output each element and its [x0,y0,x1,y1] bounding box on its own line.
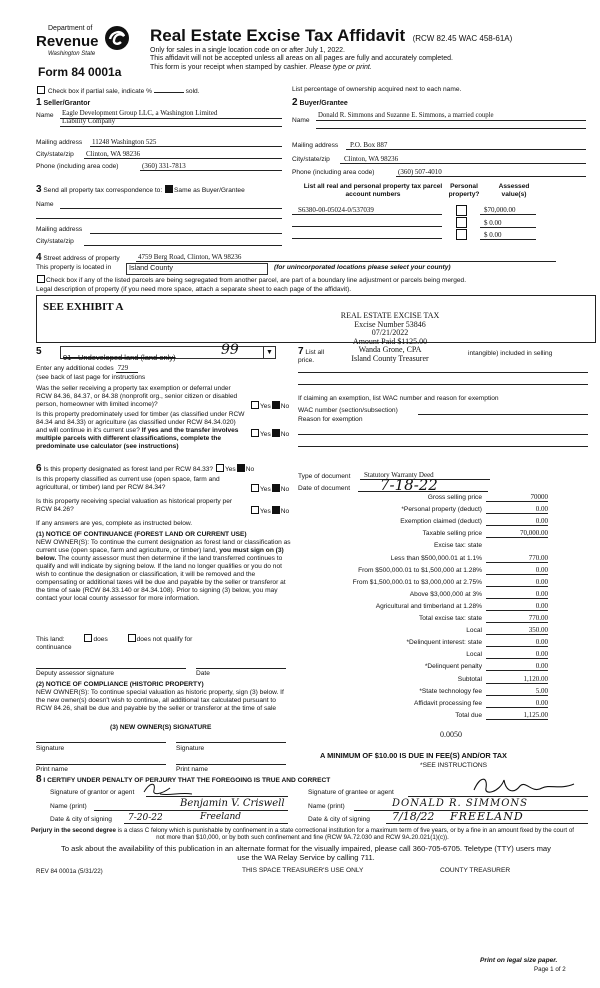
exemption-no-checkbox[interactable] [272,401,280,409]
tax-row-value: 0.00 [486,590,548,599]
corr-mailing-label: Mailing address [36,226,83,233]
tax-row-value: 70000 [486,493,548,502]
tax-row-value: 770.00 [486,614,548,623]
see-back-note: (see back of last page for instructions [36,374,146,381]
accessibility-note: To ask about the availability of this publication in an alternate format for the visually impaired, please call 360-705-6705. Teletype (TTY) users may use the WA Relay Service by calling 711. [61,844,551,862]
tax-row-label: *Personal property (deduct) [401,506,482,513]
certify-heading: 8 I CERTIFY UNDER PENALTY OF PERJURY THAT THE FOREGOING IS TRUE AND CORRECT [36,774,331,785]
grantor-city: Freeland [200,812,242,822]
personal-checkbox-2[interactable] [456,217,467,228]
same-as-buyer-checkbox[interactable] [165,185,173,193]
grantor-name-label: Name (print) [50,803,87,810]
partial-sale-row: Check box if partial sale, indicate % sold. [36,86,296,96]
corr-city-label: City/state/zip [36,238,74,245]
grantor-date: 7-20-22 [128,813,163,823]
land-use-value: 91 - Undeveloped land (land only) [63,353,176,362]
legal-label: Legal description of property (if you need more space, attach a separate sheet to each page of the affidavit). [36,286,352,293]
grantee-date-label: Date & city of signing [308,816,370,823]
land-use-select[interactable] [60,342,276,362]
personal-checkbox-1[interactable] [456,205,467,216]
grantee-date: 7/18/22 [392,810,435,823]
grantor-signature [140,780,200,800]
section7-label-tail: intangible) included in selling [468,350,553,357]
does-checkbox[interactable] [84,634,92,642]
dor-swirl-icon [104,25,130,51]
grantor-date-label: Date & city of signing [50,816,112,823]
legal-description: SEE EXHIBIT A [43,301,124,313]
buyer-heading: 2 Buyer/Grantee [292,97,348,108]
exemption-wac-label: If claiming an exemption, list WAC number and reason for exemption [298,395,499,402]
buyer-city-label: City/state/zip [292,156,330,163]
historic-yes-checkbox[interactable] [251,506,259,514]
doc-date-label: Date of document [298,485,351,492]
note-1: Only for sales in a single location code on or after July 1, 2022. [150,47,345,54]
tax-row-value: 0.00 [486,566,548,575]
county-select[interactable]: Island County [126,263,268,275]
doc-date: 7-18-22 [380,476,438,494]
timber-question: Is this property predominately used for timber (as classified under RCW 84.34 and 84.33) or agriculture (as classified under RCW 84.34.020) and will continue in it's current use? If yes and the transfer involves multiple parcels with different classifications, complete the predominate use calculator (see instructions) [36,411,245,450]
wa-state-text: Washington State [48,51,96,57]
tax-row-label: *Delinquent penalty [424,663,482,670]
seller-name-label: Name [36,112,54,119]
assessed-value-2: $ 0.00 [484,219,502,227]
does-not-checkbox[interactable] [128,634,136,642]
tax-row-value: 770.00 [486,554,548,563]
tax-row-value: 0.00 [486,650,548,659]
tax-row-label: *Delinquent interest: state [406,639,482,646]
county-note: (for unincorporated locations please select your county) [274,264,451,271]
form-title [150,26,512,46]
buyer-name: Donald R. Simmons and Suzanne E. Simmons, a married couple [318,112,494,119]
section5-num: 5 [36,346,42,357]
assessed-value-3: $ 0.00 [484,231,502,239]
tax-row-value: 0.00 [486,699,548,708]
tax-row-label: Less than $500,000.01 at 1.1% [390,555,482,562]
tax-row-value: 70,000.00 [486,529,548,538]
timber-yes-checkbox[interactable] [251,429,259,437]
county-label: This property is located in [36,264,112,271]
print-legal-note: Print on legal size paper. [480,957,558,964]
tax-row-label: Local [466,651,482,658]
tax-row-label: From $500,000.01 to $1,500,000 at 1.28% [358,567,482,574]
revision: REV 84 0001a (5/31/22) [36,868,103,875]
grantee-city: FREELAND [450,810,524,823]
ownership-note: List percentage of ownership acquired next to each name. [292,86,462,93]
grantee-name-label: Name (print) [308,803,345,810]
segregation-checkbox[interactable] [37,275,45,283]
wac-number-label: WAC number (section/subsection) [298,407,398,414]
parcel-number-1: S6380-00-05024-0/537039 [298,206,374,214]
perjury-note: Perjury in the second degree is a class C felony which is punishable by confinement in a state correctional institution for a maximum term of five years, or by a fine in an amount fixed by the court of not more than $10,000, or by both such confinement and fine (RCW 9A.72.030 and RCW 9A.20.021(1)(c)). [30,827,575,842]
historic-no-checkbox[interactable] [272,506,280,514]
seller-heading: 1 Seller/Grantor [36,97,91,108]
tax-row-label: Affidavit processing fee [413,700,482,707]
deputy-signature-label: Deputy assessor signature [36,670,115,677]
tax-row-value: 0.00 [486,638,548,647]
tax-row-label: *State technology fee [419,688,482,695]
tax-row-value: 350.00 [486,626,548,635]
buyer-mailing-label: Mailing address [292,142,339,149]
buyer-phone: (360) 507-4010 [398,168,442,176]
statute-text: (RCW 82.45 WAC 458-61A) [412,34,513,43]
buyer-city: Clinton, WA 98236 [344,155,399,163]
forest-question: 6 Is this property designated as forest land per RCW 84.33? Yes No [36,463,255,474]
tax-row-value: 0.00 [486,517,548,526]
exemption-question: Was the seller receiving a property tax exemption or deferral under RCW 84.36, 84.37, or 84.38 (nonprofit org., senior citizen or disabled person, homeowner with limited income)? [36,385,238,408]
title-text: Real Estate Excise Tax Affidavit [150,26,406,45]
see-instructions-note: *SEE INSTRUCTIONS [420,762,488,769]
seller-mailing: 11248 Washington 525 [92,138,157,146]
county-treasurer: COUNTY TREASURER [440,867,511,874]
current-use-yes-checkbox[interactable] [251,484,259,492]
continuance-heading: (1) NOTICE OF CONTINUANCE (FOREST LAND OR CURRENT USE) [36,531,247,538]
minimum-due-note: A MINIMUM OF $10.00 IS DUE IN FEE(S) AND/OR TAX [320,751,507,760]
treasurer-stamp: REAL ESTATE EXCISE TAX Excise Number 53846 07/21/2022 Amount Paid $1125.00 Wanda Grone, CPA Island County Treasurer [340,311,440,363]
additional-codes-row: Enter any additional codes 729 [36,364,138,373]
new-owner-print-2: Print name [176,766,208,773]
buyer-name-label: Name [292,117,310,124]
doc-type: Statutory Warranty Deed [364,471,434,479]
tax-row-label: Subtotal [457,676,482,683]
new-owner-sig-2: Signature [176,745,205,752]
chevron-down-icon[interactable]: ▼ [263,347,275,358]
historic-heading: (2) NOTICE OF COMPLIANCE (HISTORIC PROPERTY) [36,681,204,688]
segregation-row: Check box if any of the listed parcels are being segregated from another parcel, are part of a boundary line adjustment or parcels being merged. [36,275,596,285]
new-owner-print-1: Print name [36,766,68,773]
tax-row-label: From $1,500,000.01 to $3,000,000 at 2.75% [352,579,482,586]
treasurer-use: THIS SPACE TREASURER'S USE ONLY [242,867,364,874]
section7-label: 7 List all price. [298,346,325,364]
form-number: Form 84 0001a [38,65,122,79]
deputy-date-label: Date [196,670,210,677]
dept-of-text: Department of [48,25,93,32]
tax-row-label: Total due [455,712,482,719]
parcels-header-personal: Personal property? [448,183,480,198]
new-owner-sig-1: Signature [36,745,65,752]
parcels-header-assessed: Assessed value(s) [498,183,530,198]
note-2: This affidavit will not be accepted unless all areas on all pages are fully and accurately completed. [150,55,453,63]
page-number: Page 1 of 2 [534,966,566,973]
tax-row-value: 0.00 [486,505,548,514]
tax-row-value: 5.00 [486,687,548,696]
partial-sale-checkbox[interactable] [37,86,45,94]
forest-no-checkbox[interactable] [237,464,245,472]
tax-row-label: Taxable selling price [422,530,482,537]
grantee-name: DONALD R. SIMMONS [392,798,528,809]
legal-box [36,295,596,343]
tax-row-value: 0.00 [486,662,548,671]
new-owner-sig-heading: (3) NEW OWNER(S) SIGNATURE [110,724,212,731]
reason-label: Reason for exemption [298,416,363,423]
this-land-row: This land: does does not qualify for continuance [36,636,193,651]
parcels-header-list: List all real and personal property tax parcel account numbers [303,183,443,198]
tax-row-label: Excise tax: state [433,542,482,549]
tax-row-label: Local [466,627,482,634]
land-use-code: 99 [221,342,239,358]
assessed-value-1: $70,000.00 [484,206,516,214]
doc-type-label: Type of document [298,473,351,480]
timber-yes-no: Yes No [250,429,289,439]
grantor-sig-label: Signature of grantor or agent [50,789,135,796]
tax-row-value: 1,120.00 [486,675,548,684]
exemption-yes-checkbox[interactable] [251,401,259,409]
grantee-signature [470,772,580,800]
tax-row-value: 0.00 [486,578,548,587]
timber-no-checkbox[interactable] [272,429,280,437]
seller-mailing-label: Mailing address [36,139,83,146]
tax-row-label: Gross selling price [427,494,482,501]
seller-name: Eagle Development Group LLC, a Washington Limited Liability Company [62,109,218,125]
buyer-mailing: P.O. Box 887 [350,141,388,149]
tax-row-label: Total excise tax: state [418,615,482,622]
tax-row-label: Exemption claimed (deduct) [400,518,482,525]
personal-checkbox-3[interactable] [456,229,467,240]
tax-row-value: 0.00 [486,602,548,611]
seller-phone: (360) 331-7813 [142,162,186,170]
seller-city-label: City/state/zip [36,151,74,158]
historic-question: Is this property receiving special valuation as historical property per RCW 84.26? [36,498,233,513]
revenue-text: Revenue [36,33,99,50]
current-use-yes-no: Yes No [250,484,289,494]
continuance-text: NEW OWNER(S): To continue the current designation as forest land or classification as current use (open space, farm and agriculture, or timber) land, you must sign on (3) below. The county assessor must then determine if the land transferred continues to qualify and will indicate by signing below. If the land no longer qualifies or you do not wish to continue the designation or classification, it will be removed and the compensating or additional taxes will be due and payable by the seller or transferor at the time of sale (RCW 84.33.140 or 84.34.108). Prior to signing (3) below, you may contact your local county assessor for more information. [36,539,291,602]
street-row: 4 Street address of property [36,252,120,263]
current-use-question: Is this property classified as current use (open space, farm and agricultural, or timber) land per RCW 84.34? [36,476,220,491]
forest-yes-checkbox[interactable] [216,464,224,472]
answers-note: If any answers are yes, complete as instructed below. [36,520,193,527]
seller-city: Clinton, WA 98236 [86,150,141,158]
tax-row-label: Agricultural and timberland at 1.28% [375,603,482,610]
grantor-name: Benjamin V. Criswell [180,798,285,809]
exemption-yes-no: Yes No [250,401,289,411]
tax-row-value: 1,125.00 [486,711,548,720]
corr-name-label: Name [36,201,54,208]
tax-row-label: Above $3,000,000 at 3% [409,591,482,598]
current-use-no-checkbox[interactable] [272,484,280,492]
grantee-sig-label: Signature of grantee or agent [308,789,394,796]
local-rate: 0.0050 [440,730,462,739]
historic-text: NEW OWNER(S): To continue special valuation as historic property, sign (3) below. If the new owner(s) doesn't wish to continue, all additional tax calculated pursuant to RCW 84.26, shall be due and payable by the seller or transferor at the time of sale [36,689,284,712]
historic-yes-no: Yes No [250,506,289,516]
correspondence-heading: 3 Send all property tax correspondence to: Same as Buyer/Grantee [36,184,245,195]
seller-phone-label: Phone (including area code) [36,163,119,170]
street-address: 4759 Berg Road, Clinton, WA 98236 [138,253,242,261]
header-notes [150,47,590,72]
buyer-phone-label: Phone (including area code) [292,169,375,176]
note-3: This form is your receipt when stamped by cashier. Please type or print. [150,63,372,71]
